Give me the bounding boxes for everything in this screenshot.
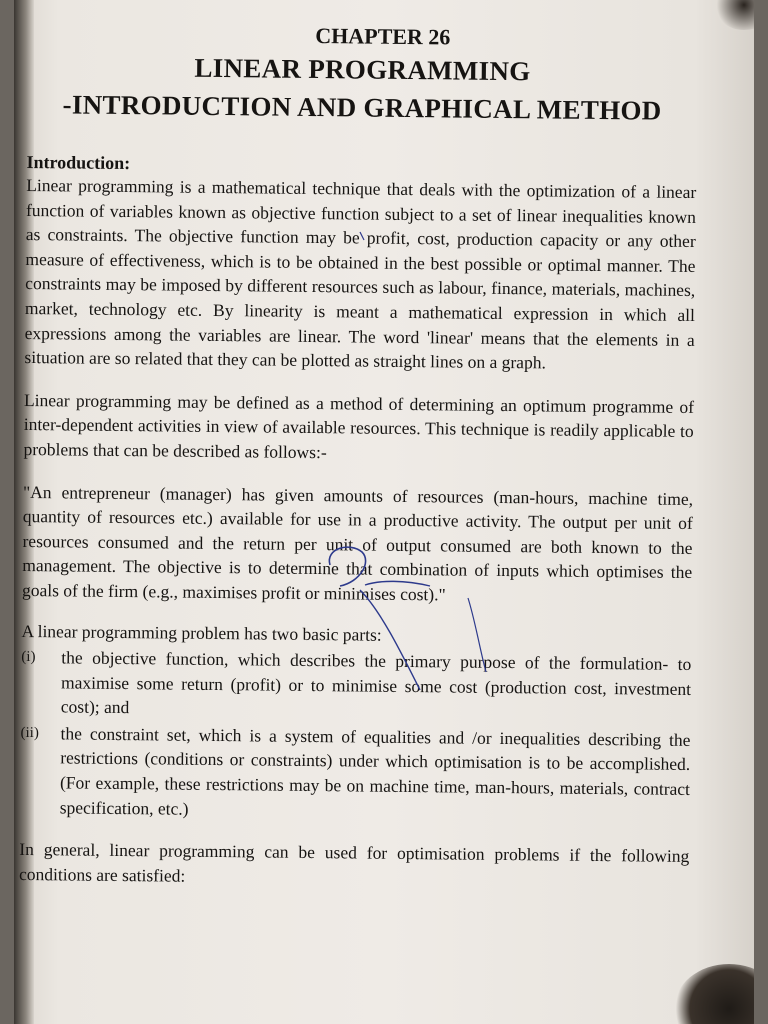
parts-intro: A linear programming problem has two basic parts: <box>21 620 382 645</box>
corner-shadow-top <box>714 0 754 30</box>
corner-shadow <box>674 964 754 1024</box>
page-content <box>19 20 698 893</box>
list-item-text: the constraint set, which is a system of equalities and /or inequalities describing the restrictions (conditions or constraints) under which optimisation is to be accomplished. (For example, these restrictions may be on machine time, man-hours, materials, contract specification, etc.) <box>59 723 691 819</box>
title-line-2: -INTRODUCTION AND GRAPHICAL METHOD <box>62 89 662 126</box>
basic-parts <box>20 618 692 826</box>
list-item <box>20 721 691 826</box>
quote-paragraph: "An entrepreneur (manager) has given amounts of resources (man-hours, machine time, quantity of resources etc.) available for use in a productive activity. The output per unit of resources consumed and the return per unit of output consumed are both known to the management. The objective is to determine that combination of inputs which optimises the goals of the firm (e.g., maximises profit or minimises cost)." <box>21 481 694 605</box>
list-item-number: (i) <box>21 649 36 666</box>
intro-heading: Introduction: <box>26 151 131 174</box>
definition-paragraph: Linear programming may be defined as a method of determining an optimum programme of inter-dependent activities in view of available resources. This technique is readily applicable to problems that can be described as follows:- <box>23 389 695 463</box>
closing-paragraph: In general, linear programming can be used for optimisation problems if the following conditions are satisfied: <box>18 839 690 886</box>
title-line-1: LINEAR PROGRAMMING <box>194 52 531 87</box>
intro-paragraph: Linear programming is a mathematical technique that deals with the optimization of a linear function of variables known as objective function subject to a set of linear inequalities known as constraints. The objective function may be profit, cost, production capacity or any other measure of effectiveness, which is to be obtained in the best possible or optimal manner. The constraints may be imposed by different resources such as labour, finance, materials, machines, market, technology etc. By linearity is meant a mathematical expression in which all expressions among the variables are linear. The word 'linear' means that the elements in a situation are so related that they can be plotted as straight lines on a graph. <box>24 174 697 373</box>
list-item-number: (ii) <box>20 724 39 742</box>
chapter-label: CHAPTER 26 <box>315 23 451 50</box>
list-item-text: the objective function, which describes the primary purpose of the formulation- to maximise some return (profit) or to minimise some cost (production cost, investment cost); and <box>60 647 692 718</box>
book-page <box>14 0 754 1024</box>
list-item <box>21 645 692 726</box>
